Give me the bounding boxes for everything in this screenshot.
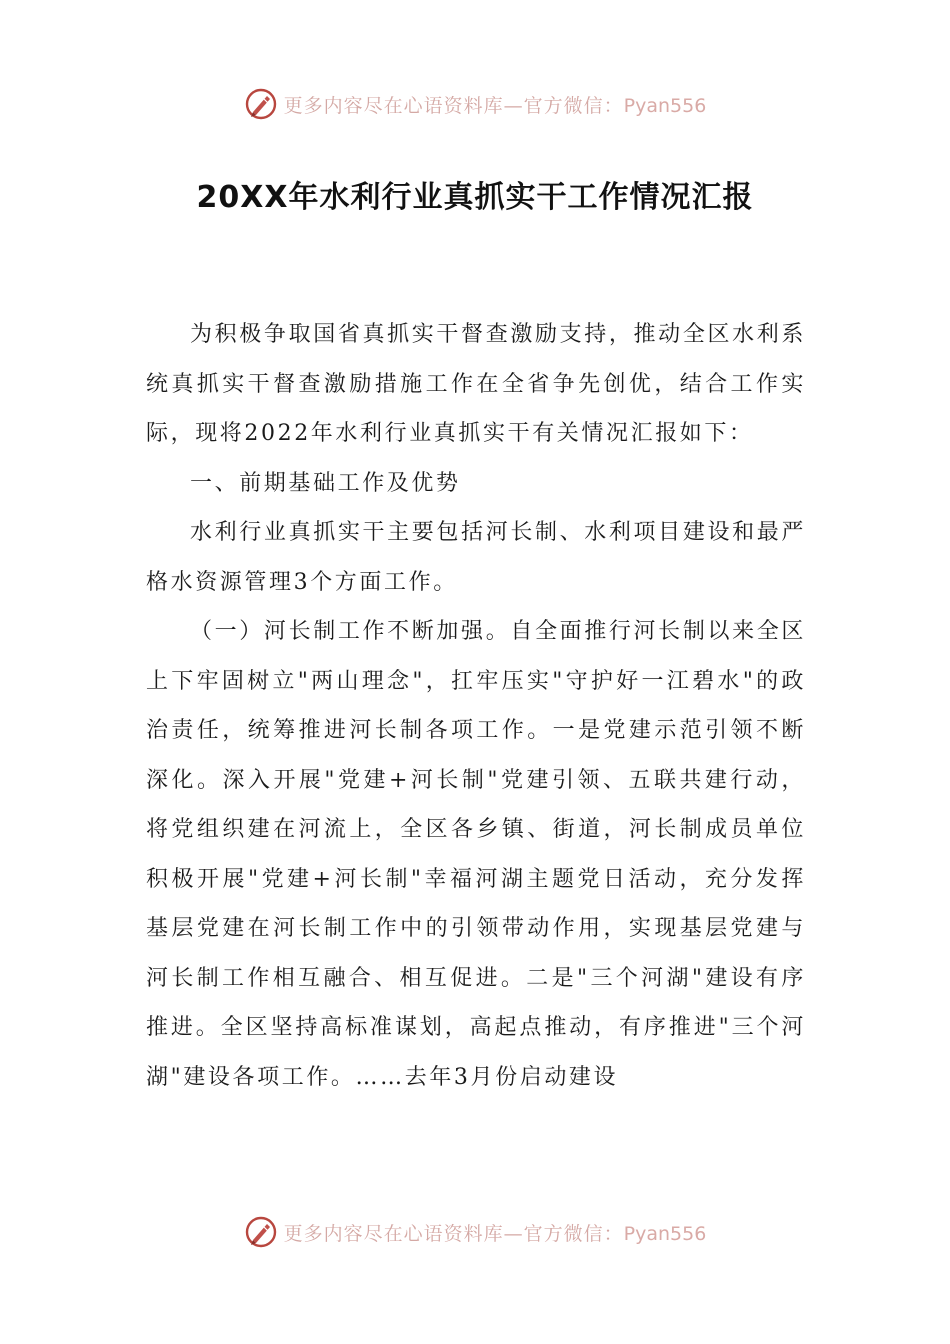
watermark-footer <box>0 1212 950 1252</box>
paragraph-intro: 为积极争取国省真抓实干督查激励支持，推动全区水利系统真抓实干督查激励措施工作在全省争先创优，结合工作实际，现将2022年水利行业真抓实干有关情况汇报如下： <box>146 322 806 446</box>
watermark-text: 更多内容尽在心语资料库—官方微信：Pyan556 <box>283 1222 707 1245</box>
paragraph-river-chief: （一）河长制工作不断加强。自全面推行河长制以来全区上下牢固树立"两山理念"，扛牢压实"守护好一江碧水"的政治责任，统筹推进河长制各项工作。一是党建示范引领不断深化。深入开展"党建+河长制"党建引领、五联共建行动，将党组织建在河流上，全区各乡镇、街道，河长制成员单位积极开展"党建+河长制"幸福河湖主题党日活动，充分发挥基层党建在河长制工作中的引领带动作用，实现基层党建与河长制工作相互融合、相互促进。二是"三个河湖"建设有序推进。全区坚持高标准谋划，高起点推动，有序推进"三个河湖"建设各项工作。……去年3月份启动建设 <box>146 619 806 1090</box>
paragraph-overview: 水利行业真抓实干主要包括河长制、水利项目建设和最严格水资源管理3个方面工作。 <box>146 520 806 595</box>
watermark-header <box>0 84 950 124</box>
document-body <box>146 310 806 1102</box>
pen-circle-logo-icon <box>244 87 278 121</box>
watermark-text: 更多内容尽在心语资料库—官方微信：Pyan556 <box>283 94 707 117</box>
pen-circle-logo-icon <box>244 1215 278 1249</box>
document-title: 20XX年水利行业真抓实干工作情况汇报 <box>196 180 754 215</box>
section-heading-1: 一、前期基础工作及优势 <box>190 470 461 496</box>
